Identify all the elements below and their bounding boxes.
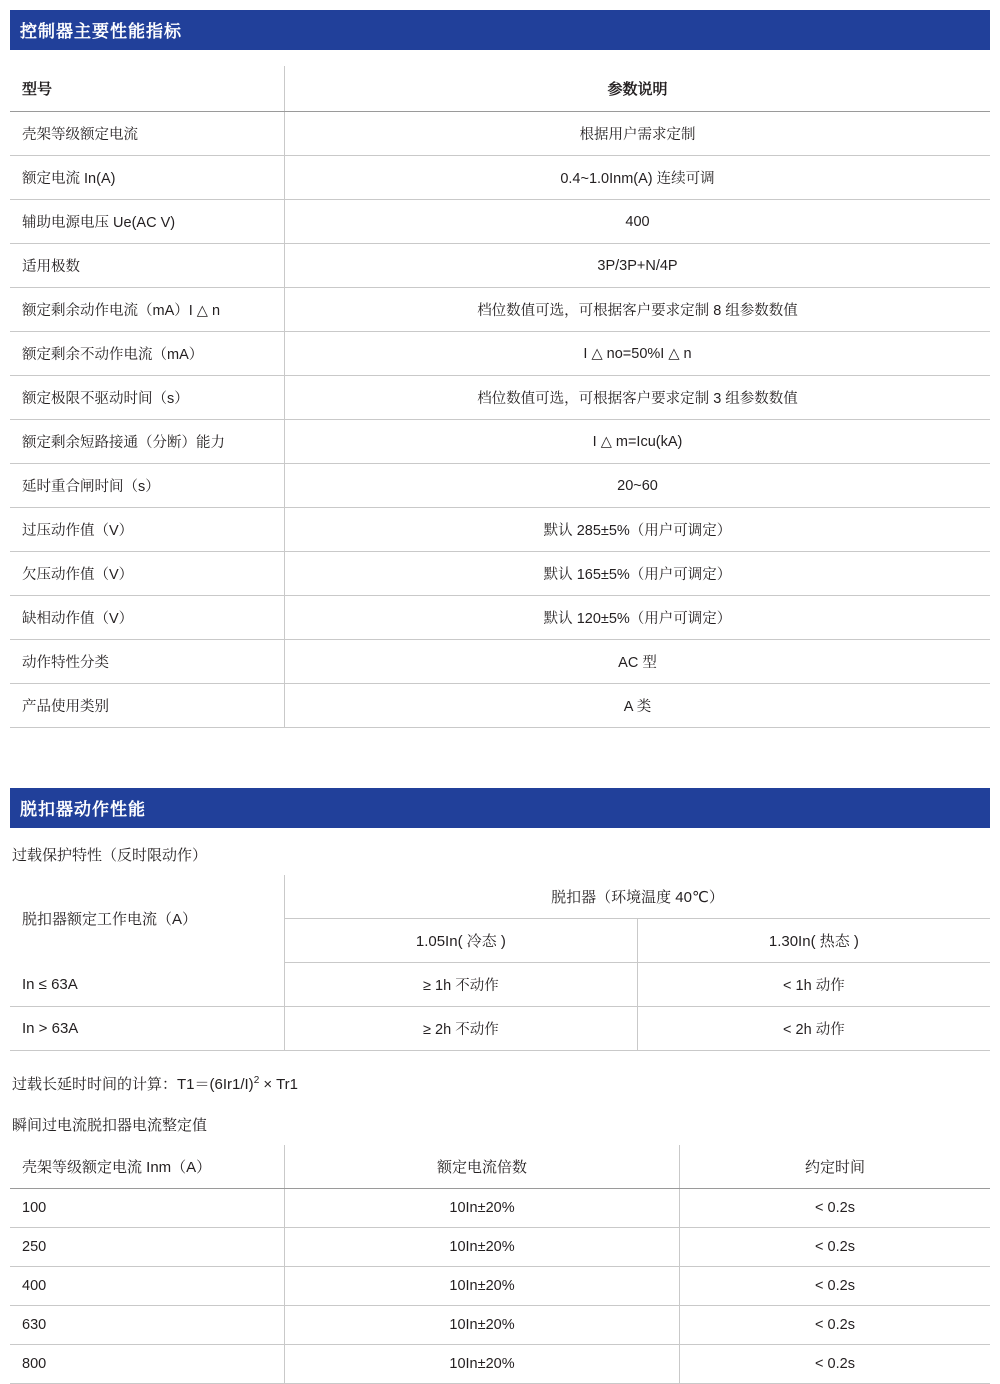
- table-header-row: [10, 1145, 990, 1189]
- table-row: [10, 1267, 990, 1306]
- row-value: 3P/3P+N/4P: [285, 244, 991, 288]
- column-header-agreed-time: 约定时间: [680, 1145, 991, 1189]
- row-value: 根据用户需求定制: [285, 112, 991, 156]
- row-value: 20~60: [285, 464, 991, 508]
- row-frame-current: 630: [10, 1306, 285, 1345]
- row-label: 缺相动作值（V）: [10, 596, 285, 640]
- table-header-row: [10, 66, 990, 112]
- column-header-trip-group: 脱扣器（环境温度 40℃）: [285, 875, 991, 919]
- table-row: [10, 464, 990, 508]
- subheading-instant-overcurrent: 瞬间过电流脱扣器电流整定值: [12, 1117, 208, 1134]
- row-value: I △ no=50%I △ n: [285, 332, 991, 376]
- table-row: [10, 1228, 990, 1267]
- table-row: [10, 332, 990, 376]
- row-label: In > 63A: [10, 1007, 285, 1051]
- table-row: [10, 1007, 990, 1051]
- row-frame-current: 800: [10, 1345, 285, 1384]
- row-label: 欠压动作值（V）: [10, 552, 285, 596]
- row-label: In ≤ 63A: [10, 963, 285, 1007]
- row-frame-current: 250: [10, 1228, 285, 1267]
- table-row: [10, 1189, 990, 1228]
- row-value: A 类: [285, 684, 991, 728]
- row-label: 额定电流 In(A): [10, 156, 285, 200]
- table-row: [10, 376, 990, 420]
- row-current-multiple: 10In±20%: [285, 1306, 680, 1345]
- column-header-hot-state: 1.30In( 热态 ): [637, 919, 990, 963]
- row-frame-current: 400: [10, 1267, 285, 1306]
- formula-exponent: 2: [253, 1075, 260, 1086]
- row-value: AC 型: [285, 640, 991, 684]
- formula-suffix: × Tr1: [263, 1076, 299, 1093]
- spacer-between-sections: [10, 728, 990, 788]
- table-row: [10, 156, 990, 200]
- column-header-description: 参数说明: [285, 66, 991, 112]
- section-title-trip-performance: 脱扣器动作性能: [10, 788, 990, 828]
- row-value-hot: < 1h 动作: [637, 963, 990, 1007]
- row-label: 适用极数: [10, 244, 285, 288]
- table-row: [10, 288, 990, 332]
- row-agreed-time: < 0.2s: [680, 1267, 991, 1306]
- row-value: 400: [285, 200, 991, 244]
- controller-specs-table: [10, 66, 990, 728]
- table-row: [10, 963, 990, 1007]
- table-row: [10, 684, 990, 728]
- row-label: 壳架等级额定电流: [10, 112, 285, 156]
- table-row: [10, 1306, 990, 1345]
- row-current-multiple: 10In±20%: [285, 1345, 680, 1384]
- column-header-cold-state: 1.05In( 冷态 ): [285, 919, 638, 963]
- subheading-overload-protection: 过载保护特性（反时限动作）: [12, 847, 208, 864]
- table-row: [10, 552, 990, 596]
- row-agreed-time: < 0.2s: [680, 1228, 991, 1267]
- row-value: 默认 285±5%（用户可调定）: [285, 508, 991, 552]
- row-agreed-time: < 0.2s: [680, 1345, 991, 1384]
- row-agreed-time: < 0.2s: [680, 1189, 991, 1228]
- row-value-hot: < 2h 动作: [637, 1007, 990, 1051]
- row-value: 档位数值可选，可根据客户要求定制 3 组参数数值: [285, 376, 991, 420]
- row-label: 额定剩余不动作电流（mA）: [10, 332, 285, 376]
- table-row: [10, 200, 990, 244]
- row-value: I △ m=Icu(kA): [285, 420, 991, 464]
- table-row: [10, 640, 990, 684]
- table-row: [10, 112, 990, 156]
- instant-overcurrent-table: [10, 1145, 990, 1384]
- row-label: 过压动作值（V）: [10, 508, 285, 552]
- row-label: 延时重合闸时间（s）: [10, 464, 285, 508]
- row-value-cold: ≥ 1h 不动作: [285, 963, 638, 1007]
- section-title-controller-specs: 控制器主要性能指标: [10, 10, 990, 50]
- row-label: 辅助电源电压 Ue(AC V): [10, 200, 285, 244]
- column-header-rated-working-current: 脱扣器额定工作电流（A）: [10, 875, 285, 963]
- row-current-multiple: 10In±20%: [285, 1189, 680, 1228]
- row-value: 默认 165±5%（用户可调定）: [285, 552, 991, 596]
- column-header-frame-rated-current: 壳架等级额定电流 Inm（A）: [10, 1145, 285, 1189]
- row-label: 额定剩余动作电流（mA）I △ n: [10, 288, 285, 332]
- row-value: 默认 120±5%（用户可调定）: [285, 596, 991, 640]
- formula-prefix: 过载长延时时间的计算：T1＝(6Ir1/I): [12, 1076, 254, 1093]
- table-row: [10, 596, 990, 640]
- table-header-row-group: [10, 875, 990, 919]
- row-label: 动作特性分类: [10, 640, 285, 684]
- column-header-current-multiple: 额定电流倍数: [285, 1145, 680, 1189]
- row-current-multiple: 10In±20%: [285, 1228, 680, 1267]
- spacer-after-section1-title: [10, 50, 990, 66]
- row-label: 额定极限不驱动时间（s）: [10, 376, 285, 420]
- row-value: 0.4~1.0Inm(A) 连续可调: [285, 156, 991, 200]
- table-row: [10, 508, 990, 552]
- row-label: 额定剩余短路接通（分断）能力: [10, 420, 285, 464]
- row-value: 档位数值可选，可根据客户要求定制 8 组参数数值: [285, 288, 991, 332]
- table-row: [10, 420, 990, 464]
- row-agreed-time: < 0.2s: [680, 1306, 991, 1345]
- row-frame-current: 100: [10, 1189, 285, 1228]
- column-header-model: 型号: [10, 66, 285, 112]
- overload-protection-table: [10, 875, 990, 1051]
- top-spacer: [10, 0, 990, 10]
- table-row: [10, 244, 990, 288]
- table-row: [10, 1345, 990, 1384]
- row-value-cold: ≥ 2h 不动作: [285, 1007, 638, 1051]
- row-label: 产品使用类别: [10, 684, 285, 728]
- row-current-multiple: 10In±20%: [285, 1267, 680, 1306]
- formula-long-delay-time: [12, 1073, 990, 1094]
